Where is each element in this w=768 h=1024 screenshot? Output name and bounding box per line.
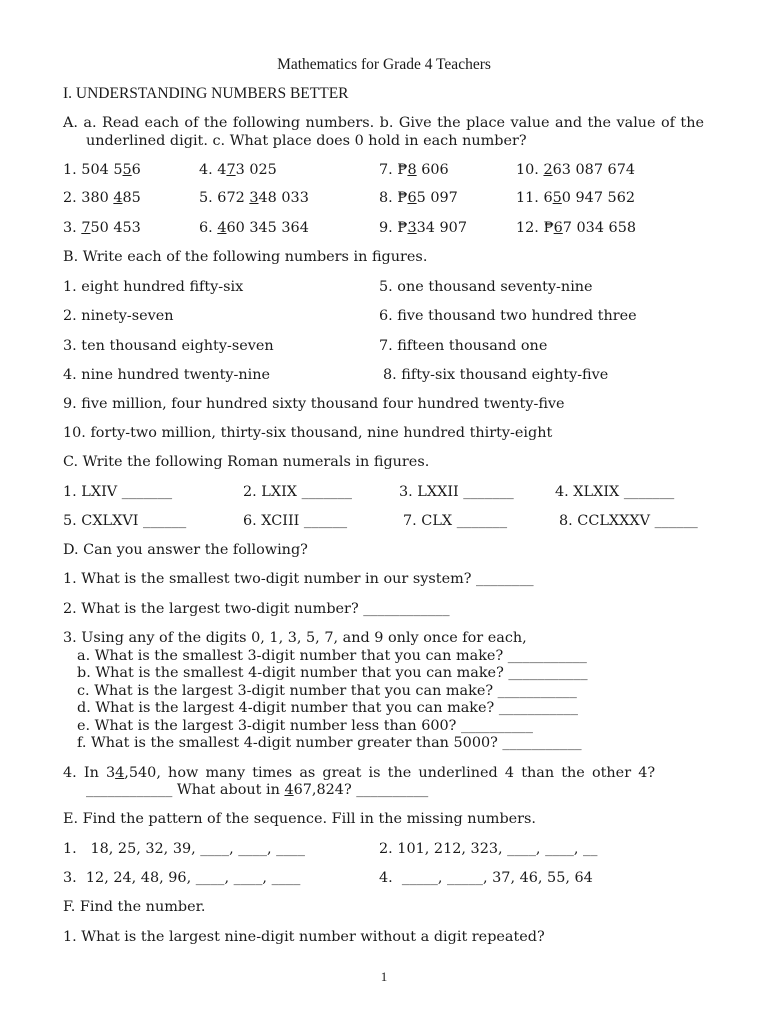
part-d-question-4-line1: 4. In 34,540, how many times as great is the underlined 4 than the other 4?: [63, 765, 656, 781]
part-c-item: 4. XLXIX _______: [555, 484, 675, 500]
part-c-instruction: C. Write the following Roman numerals in figures.: [63, 454, 430, 470]
part-b-item: 4. nine hundred twenty-nine: [63, 367, 271, 383]
part-d-question-4-line2: ____________ What about in 467,824? __________: [86, 782, 429, 798]
part-d-question-3: 3. Using any of the digits 0, 1, 3, 5, 7, and 9 only once for each,: [63, 630, 527, 646]
part-b-item: 1. eight hundred fifty-six: [63, 279, 244, 295]
part-c-item: 7. CLX _______: [403, 513, 508, 529]
part-b-item: 2. ninety-seven: [63, 308, 174, 324]
part-f-question-1: 1. What is the largest nine-digit number without a digit repeated?: [63, 929, 545, 945]
part-b-item: 7. fifteen thousand one: [379, 338, 548, 354]
part-a-item: 8. ₱65 097: [379, 190, 458, 206]
part-a-item: 4. 473 025: [199, 162, 277, 178]
part-d-subquestion: b. What is the smallest 4-digit number that you can make? ___________: [77, 665, 588, 681]
part-a-item: 12. ₱67 034 658: [516, 220, 637, 236]
part-e-item: 3. 12, 24, 48, 96, ____, ____, ____: [63, 870, 301, 886]
part-b-item: 3. ten thousand eighty-seven: [63, 338, 274, 354]
part-a-item: 3. 750 453: [63, 220, 141, 236]
part-c-item: 5. CXLXVI ______: [63, 513, 187, 529]
part-a-item: 10. 263 087 674: [516, 162, 636, 178]
document-title: Mathematics for Grade 4 Teachers: [277, 56, 491, 73]
part-d-question-2: 2. What is the largest two-digit number? ____________: [63, 601, 450, 617]
part-d-subquestion: d. What is the largest 4-digit number that you can make? ___________: [77, 700, 578, 716]
part-a-item: 9. ₱334 907: [379, 220, 467, 236]
part-a-instruction-line1: A. a. Read each of the following numbers. b. Give the place value and the value of the: [63, 115, 704, 131]
part-a-item: 1. 504 556: [63, 162, 141, 178]
part-b-item: 8. fifty-six thousand eighty-five: [383, 367, 609, 383]
section-heading: I. UNDERSTANDING NUMBERS BETTER: [63, 85, 349, 102]
part-d-subquestion: c. What is the largest 3-digit number that you can make? ___________: [77, 683, 577, 699]
part-b-item: 10. forty-two million, thirty-six thousand, nine hundred thirty-eight: [63, 425, 553, 441]
part-a-item: 6. 460 345 364: [199, 220, 309, 236]
part-a-instruction-line2: underlined digit. c. What place does 0 hold in each number?: [86, 133, 527, 149]
part-d-instruction: D. Can you answer the following?: [63, 542, 308, 558]
part-e-item: 1. 18, 25, 32, 39, ____, ____, ____: [63, 841, 305, 857]
part-a-item: 5. 672 348 033: [199, 190, 309, 206]
part-e-instruction: E. Find the pattern of the sequence. Fill in the missing numbers.: [63, 811, 537, 827]
part-f-instruction: F. Find the number.: [63, 899, 206, 915]
page-number: 1: [380, 969, 388, 984]
part-d-subquestion: e. What is the largest 3-digit number less than 600? __________: [77, 718, 533, 734]
part-c-item: 6. XCIII ______: [243, 513, 348, 529]
part-d-subquestion: f. What is the smallest 4-digit number greater than 5000? ___________: [77, 735, 582, 751]
part-e-item: 2. 101, 212, 323, ____, ____, __: [379, 841, 598, 857]
part-d-question-1: 1. What is the smallest two-digit number in our system? ________: [63, 571, 534, 587]
part-c-item: 1. LXIV _______: [63, 484, 173, 500]
part-b-item: 5. one thousand seventy-nine: [379, 279, 593, 295]
part-c-item: 3. LXXII _______: [399, 484, 514, 500]
part-e-item: 4. _____, _____, 37, 46, 55, 64: [379, 870, 593, 886]
part-c-item: 8. CCLXXXV ______: [559, 513, 698, 529]
part-a-item: 7. ₱8 606: [379, 162, 449, 178]
part-b-item: 9. five million, four hundred sixty thousand four hundred twenty-five: [63, 396, 565, 412]
part-b-instruction: B. Write each of the following numbers in figures.: [63, 249, 428, 265]
part-a-item: 2. 380 485: [63, 190, 141, 206]
part-b-item: 6. five thousand two hundred three: [379, 308, 637, 324]
part-c-item: 2. LXIX _______: [243, 484, 352, 500]
part-a-item: 11. 650 947 562: [516, 190, 636, 206]
part-d-subquestion: a. What is the smallest 3-digit number that you can make? ___________: [77, 648, 587, 664]
